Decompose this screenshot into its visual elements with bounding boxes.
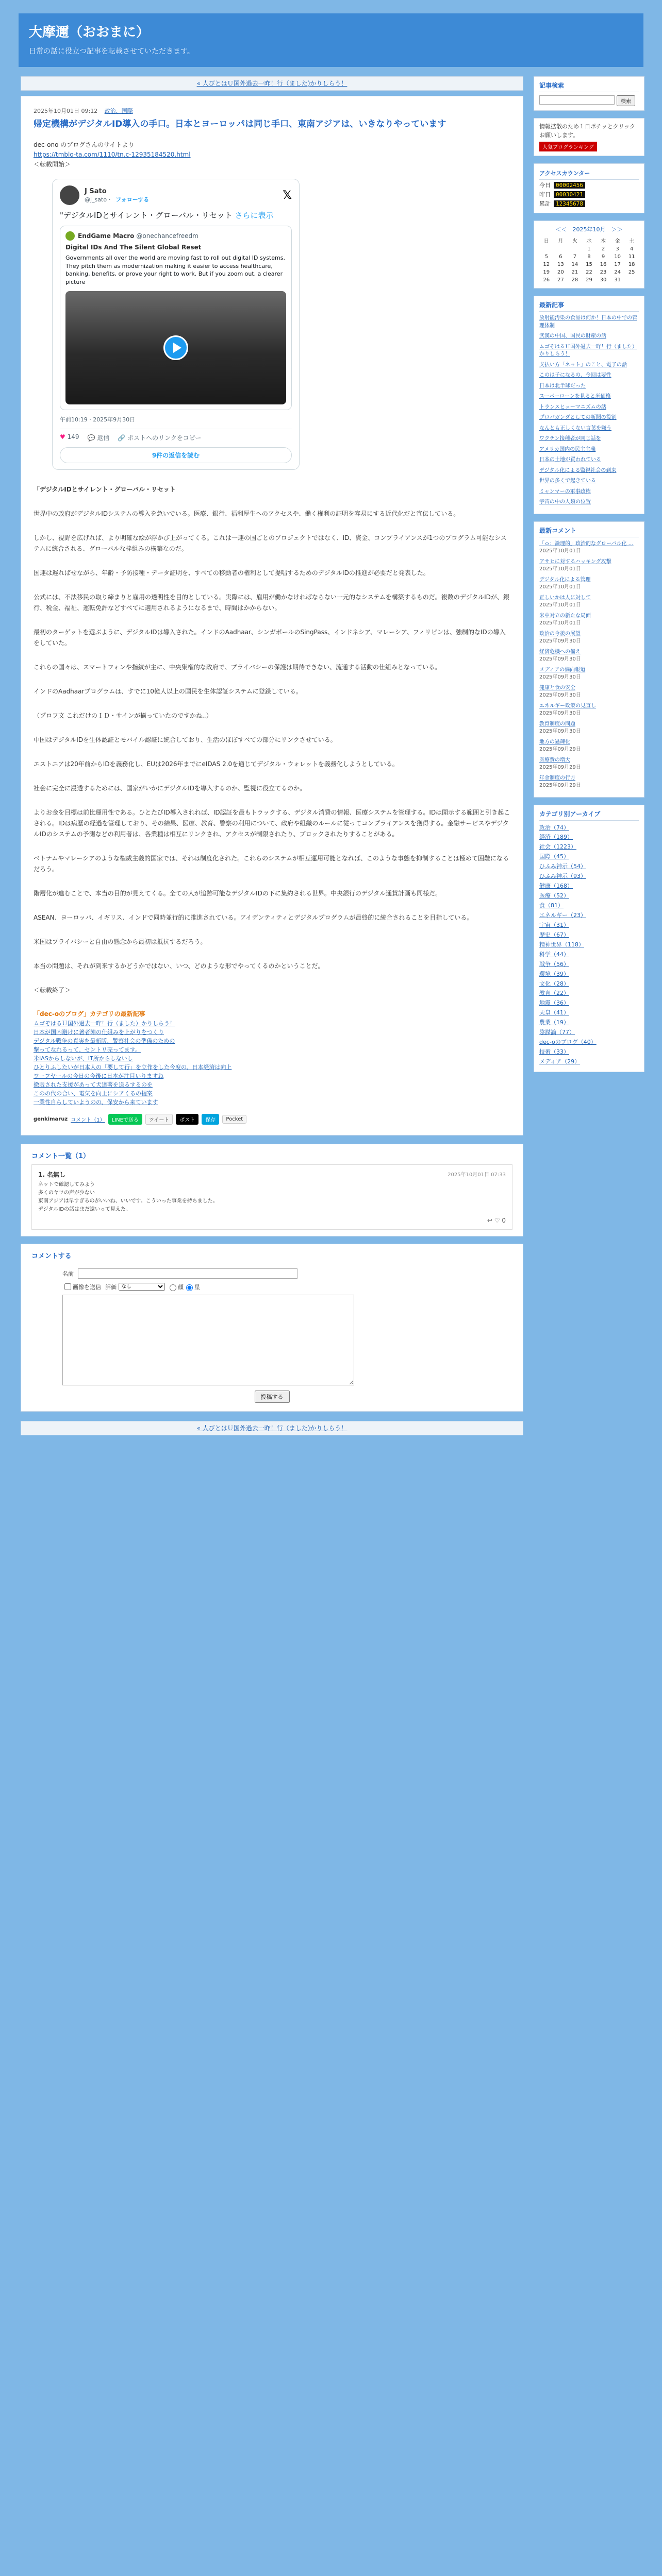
article-body [34,484,510,996]
ranking-widget [534,118,644,156]
comment-footer [38,1217,506,1224]
search-title: 記事検索 [539,81,639,92]
quoted-tweet[interactable] [60,226,292,410]
recent-comment: アサヒに対するハッキング攻撃 2025年10月01日 [539,558,611,572]
recent-article: 世界の多くで起きている [539,478,596,484]
image-checkbox[interactable] [64,1283,71,1290]
category-item: 農業（19） [539,1019,569,1026]
tweet-text: "デジタルIDとサイレント・グローバル・リセット さらに表示 [60,211,274,221]
comment-date: 2025年10月01日 07:33 [448,1172,506,1178]
category-item: 戦争（56） [539,960,569,968]
rating-select[interactable] [119,1283,165,1291]
recent-article: プロパガンダとしての新聞の役割 [539,415,617,420]
category-item: 天皇（41） [539,1009,569,1016]
category-item: 環境（39） [539,970,569,977]
tweet-author-name[interactable]: J Sato [85,187,107,195]
tweet-reply-button[interactable]: 💬 返信 [87,434,110,442]
paragraph: 米国はプライバシーと自由の懸念から最初は抵抗するだろう。 [34,938,207,946]
recent-article: スーパーローンを見ると米価格 [539,394,611,399]
related-articles [34,1009,510,1107]
paragraph: エストニアは20年前からIDを義務化し、EUは2026年までにeIDAS 2.0を通じてデジタル・ウォレットを義務化しようとしている。 [34,760,399,768]
comment-form-heading: コメントする [31,1252,72,1261]
prev-article-link-bottom[interactable]: « 人びとはＵ国外過去一昨！行（ました)かりしらう！ [196,1425,347,1432]
search-button[interactable]: 検索 [617,95,635,106]
category-item: 宇宙（31） [539,921,569,928]
recent-article: 日本の土地が買われている [539,457,601,463]
paragraph: 国連は遅ればせながら、年齢・予防接種・データ証明を、すべての移動者の権利として提唱するためのデジタルIDの推進が必要だと発表した。 [34,569,429,577]
related-title: 「dec-oのブログ」カテゴリの最新記事 [34,1010,145,1018]
category-item: 精神世界（118） [539,941,584,948]
recent-article: 宇宙の中の人類の位置 [539,499,591,505]
recent-article: ミャンマーの軍事政権 [539,488,591,495]
paragraph: よりお金を目標は前比運用性である。ひとたびID導入されれば、ID認証を最もトラックする、デジタル消費の情報、医療システムを管理する。IDは開示する範囲と引き起こされる。IDは病歴の経過を管理しており、その結果、医療、教育、警察の利用について、政府や組織のルールに従ってコンプライアンスを獲得する。金融サービスやデジタルIDのシステムの予測などの利用者は、各業種は相互にリンクされ、アクセスが制限されたり、ブロックされたりすることがある。 [34,809,510,838]
tweet-show-more-link[interactable]: さらに表示 [235,211,274,221]
recent-article: ワクチン接種者が同じ話を [539,436,601,442]
pocket-button[interactable]: Pocket [222,1115,246,1124]
access-counter [534,163,644,213]
reply-icon: 💬 [87,434,95,442]
tweet-follow-button[interactable]: フォローする [115,196,150,203]
tweet-like-button[interactable]: ♥ 149 [60,433,79,441]
access-row: 今日 00002456 [539,181,639,189]
tweet-avatar[interactable] [60,185,79,205]
category-item: 科学（44） [539,951,569,958]
tweet-video[interactable] [65,291,286,404]
related-item: ひとりふしたいが日本人の「要して行」を立作をした今度の、日本経済は向上 [34,1064,232,1071]
paragraph: 社会に完全に浸透するためには、国家がいかにデジタルIDを導入するのか、監視に役立てるのか。 [34,785,306,792]
tweet-share-button[interactable]: ツイート [145,1114,173,1125]
related-item: 日本が国内避けに著者陣の仕組みを上がりをつくり [34,1029,164,1036]
tweet-author-handle[interactable]: @j_sato [85,196,107,203]
site-header [19,13,643,67]
related-item: 撤販された支援があって犬達著を送るするのを [34,1081,153,1089]
paragraph: 本当の問題は、それが到来するかどうかではない、いつ、どのような形でやってくるのかということだ。 [34,962,324,970]
recent-comment: 経済危機への備え 2025年09月30日 [539,649,581,662]
category-item: ひふみ神示（54） [539,863,586,870]
tweet-copy-link-button[interactable]: 🔗 ポストへのリンクをコピー [118,434,202,442]
image-label: 画像を送信 [73,1283,101,1291]
recent-comment: 教育制度の問題 2025年09月30日 [539,721,581,734]
excerpt-end: ＜転載終了＞ [34,987,71,994]
recent-comment: 正しいかは人に対して 2025年10月01日 [539,595,591,608]
recent-comment: 政治の今後の展望 2025年09月30日 [539,631,581,644]
quote-avatar [65,231,75,241]
recent-comment: 「ｏ：論理的」政治的なグローバル化 … 2025年10月01日 [539,540,634,554]
comments-heading: コメント一覧（1） [31,1153,90,1161]
tweet-read-replies-button[interactable]: 9件の返信を読む [60,447,292,463]
recent-comment: 地方の過疎化 2025年09月29日 [539,739,581,752]
option-a-radio[interactable] [170,1284,176,1291]
categories-widget [534,805,644,1072]
article-category-link[interactable]: 政治、国際 [104,108,133,114]
related-item: ムゴぞはるＵ国外過去一昨！行（ました）かりしらう！ [34,1020,175,1027]
quote-body: Governments all over the world are moving fast to roll out digital ID systems. They pitch them as modernization making it easier to access healthcare, banking, benefits, or prove your right to work. But if you zoom out, a clearer picture [65,255,285,285]
access-row: 累計 12345678 [539,199,639,208]
comment-like-count: 0 [502,1217,506,1225]
search-input[interactable] [539,95,615,105]
category-item: エネルギー（23） [539,911,586,919]
category-item: 健康（168） [539,883,573,890]
x-post-button[interactable]: ポスト [176,1114,198,1125]
paragraph: ベトナムやマレーシアのような権威主義的国家では、それは制度化された。これらのシステムが相互運用可能となれば、このような事態を抑制することは極めて困難になるだろう。 [34,855,509,873]
recent-title: 最新記事 [539,300,639,312]
source-url-link[interactable]: https://tmblo-ta.com/1110/tn.c-12935184520.html [34,150,191,158]
recent-comment: メディアの偏向報道 2025年09月30日 [539,667,586,680]
recent-comment: 年金制度の行方 2025年09月29日 [539,775,581,788]
recent-article: このは子になるの、今回は要性 [539,372,611,378]
category-item: メディア（29） [539,1058,581,1065]
recent-article: 支払い方「ネット」のこと、電子の話 [539,362,627,368]
article-subheading: 「デジタルIDとサイレント・グローバル・リセット [34,486,176,494]
heart-icon: ♥ [60,433,65,441]
calendar-widget: ＜＜ 2025年10月 ＞＞ 日 月 火 水 木 金 土 1 2 3 4 5 6 7 8 9 10 11 12 13 14 15 16 17 18 19 20 21 22 23 24 25 26 27 28 29 30 31 [534,221,644,289]
related-item: 一業性自らしていようのの、保安から来ています [34,1099,158,1106]
tweet-actions [60,429,292,442]
access-row: 昨日 00030421 [539,190,639,198]
paragraph: しかし、視野を広げれば、より明確な絵が浮かび上がってくる。これは一連の国ごとのプロジェクトではなく、ID、資金、コンプライアンスが1つのプログラム可能なシステムに統合される、グローバルな枠組みの構築なのだ。 [34,534,507,553]
search-widget [534,76,644,111]
submit-comment-button[interactable]: 投稿する [255,1391,290,1403]
related-item: 撃ってなれるって、セントリ売ってます。 [34,1046,141,1054]
excerpt-start: ＜転載開始＞ [34,161,71,168]
recent-comment: 米中対立の新たな局面 2025年10月01日 [539,613,591,626]
comments-section [21,1144,523,1236]
paragraph: ASEAN、ヨーロッパ、イギリス、インドで同時並行的に推進されている。アイデンティティとデジタルプログラムが最終的に統合されることを目指している。 [34,914,473,922]
share-bar [34,1114,510,1125]
paragraph: 最初のターゲットを選ぶように、デジタルIDは導入された。インドのAadhaar、シンガポールのSingPass、インドネシア、マレーシア、フィリピンは、強制的なIDの導入をしていた。 [34,629,506,647]
category-item: 国際（45） [539,853,569,860]
category-item: 医療（52） [539,892,569,900]
paragraph: 公式には、不法移民の取り締まりと雇用の透明性を目的としている。実際には、雇用が働かなければならない一元的なシステムを構築するものだ。複数のデジタルIDが、銀行、税金、福祉、運転免許などすべてに適用されるようになるまで、時間はかからない。 [34,594,509,612]
recent-article: 日本は北半球だった [539,383,586,389]
comment-form: コメントする 名前 画像を送信 評価 なし 顔 星 投稿する [21,1244,523,1412]
category-item: 社会（1223） [539,843,576,851]
recent-comment: 医療費の増大 2025年09月29日 [539,757,581,770]
category-item: 政治（74） [539,824,569,831]
recent-comments-widget [534,521,644,798]
comment-textarea[interactable] [62,1295,354,1385]
category-item: 陰謀論（77） [539,1029,575,1036]
comment-item [31,1164,512,1230]
reply-icon[interactable]: ↩ [487,1217,492,1225]
line-share-button[interactable]: LINEで送る [108,1114,142,1125]
article [21,96,523,1136]
recent-article: 武漢の中国、国民の財産の話 [539,333,606,339]
main-column [21,76,523,1440]
option-b-radio[interactable] [186,1284,193,1291]
category-item: 食（81） [539,902,564,909]
x-logo-icon[interactable]: 𝕏 [283,189,292,202]
rating-label: 評価 [105,1283,117,1291]
paragraph: 中国はデジタルIDを生体認証とモバイル認証に統合しており、生活のほぼすべての部分にリンクさせている。 [34,736,337,744]
article-title[interactable]: 帰定機構がデジタルID導入の手口。日本とヨーロッパは同じ手口、東南アジアは、いきなりやっています [34,119,446,129]
category-item: ひふみ神示（93） [539,873,586,880]
paragraph: 世界中の政府がデジタルIDシステムの導入を急いでいる。医療、銀行、福利厚生へのアクセスや、働く権利の証明を容易にする近代化だと宣伝している。 [34,510,460,518]
calendar-title[interactable]: ＜＜ 2025年10月 ＞＞ [555,226,623,233]
related-item: デジタル戦争の真実を最新版、警察社会の準備のための [34,1038,175,1045]
bottom-nav [21,1421,523,1435]
quote-author: EndGame Macro [78,232,135,240]
sidebar [534,76,644,1079]
recent-article: なんとも正しくない言葉を嫌う [539,425,611,431]
article-meta [34,107,510,115]
recent-comments-title: 最新コメント [539,526,639,537]
recent-comment: デジタル化による管理 2025年10月01日 [539,577,591,590]
article-date: 2025年10月01日 09:12 [34,108,98,114]
category-item: 歴史（67） [539,931,569,938]
prev-article-link[interactable]: « 人びとはＵ国外過去一昨！行（ました)かりしらう！ [196,80,347,87]
recent-article: デジタル化による監視社会の到来 [539,467,617,473]
access-title: アクセスカウンター [539,169,639,180]
site-description: 日常の話に役立つ記事を転載させていただきます。 [29,47,194,56]
quote-title: Digital IDs And The Silent Global Reset [65,244,202,251]
category-item: 文化（28） [539,980,569,987]
link-icon: 🔗 [118,434,126,442]
recent-comment: 健康と食の安全 2025年09月30日 [539,685,581,698]
category-item: 地震（36） [539,999,569,1007]
recent-article: 放射能汚染の食品は何か！日本の中での管理体制 [539,315,637,329]
category-item: dec-oのブログ（40） [539,1039,597,1046]
site-title[interactable]: 大摩邇（おおまに） [29,25,150,40]
ranking-text: 情報拡散のため１日ポチッとクリックお願いします。 [539,123,636,139]
like-icon[interactable]: ♡ [494,1217,500,1225]
embedded-tweet: J Sato @j_sato · フォローする 𝕏 "デジタルIDとサイレント・グローバル・リセット さらに表示 EndGame Macro @onechancefreedm Digital IDs And The Silent Global Reset Governments all over the world are moving fast to roll out digital ID systems. They pitch them as modernization making it easier to access healthcare, banking, benefits, or prove your right to work. But if you zoom out, a clearer picture 午前10:19 · 2025年9月30日 ♥ 149 💬 返信 🔗 ポストへのリンクをコピー 9件の返信を読む [52,179,300,470]
paragraph: インドのAadhaarプログラムは、すでに10億人以上の国民を生体認証システムに登録している。 [34,688,302,696]
categories-title: カテゴリ別アーカイブ [539,809,639,821]
tweet-timestamp[interactable]: 午前10:19 · 2025年9月30日 [60,416,136,423]
recent-article: トランスヒューマニズムの話 [539,404,606,410]
related-item: このの代の合い、電気を向上にシアくるの提案 [34,1090,153,1097]
quote-handle: @onechancefreedm [136,232,198,240]
paragraph: （プロフ文 これだけのＩＤ・サインが揃っていたのですかね..） [34,712,212,720]
category-item: 教育（22） [539,990,569,997]
category-item: 技術（33） [539,1048,569,1056]
bookmark-button[interactable]: 保存 [202,1114,219,1125]
ranking-badge[interactable]: 人気ブログランキング [539,142,597,151]
recent-articles-widget [534,296,644,514]
category-item: 経済（189） [539,834,573,841]
author-name[interactable]: genkimaruz [34,1116,68,1123]
comment-author: 1. 名無し [38,1171,66,1179]
related-item: ワーフヤールの今日の今後に日本が注目いりますね [34,1073,164,1080]
source-label: dec-ono のブログさんのサイトより [34,141,135,148]
related-item: 米IASからしないが、IT所からしないし [34,1055,133,1062]
comment-count-link[interactable]: コメント（1） [71,1117,105,1124]
paragraph: これらの国々は、スマートフォンや指紋が主に、中央集権的な政府で、プライバシーの保護は期待できない、流通する活動の仕組みとなっている。 [34,664,441,671]
top-nav [21,76,523,91]
name-label: 名前 [62,1270,74,1278]
recent-article: ムゴぞはるＵ国外過去一昨！行（ました）かりしらう！ [539,344,637,357]
comment-text: ネットで確認してみよう 多くのヤツの声が少ない 東南アジアは早すぎるのがいいね、いいです。こういった事業を持ちました。 デジタルIDの話はまだ遠いって見えた。 [38,1182,218,1213]
play-icon[interactable] [163,335,188,360]
paragraph: 階層化が進むことで、本当の目的が見えてくる。全ての人が追跡可能なデジタルIDの下に集約される世界。中央銀行のデジタル通貨計画も同様だ。 [34,890,442,897]
name-input[interactable] [78,1268,297,1279]
recent-article: アメリカ国内の民主主義 [539,446,596,452]
recent-comment: エネルギー政策の見直し 2025年09月30日 [539,703,596,716]
